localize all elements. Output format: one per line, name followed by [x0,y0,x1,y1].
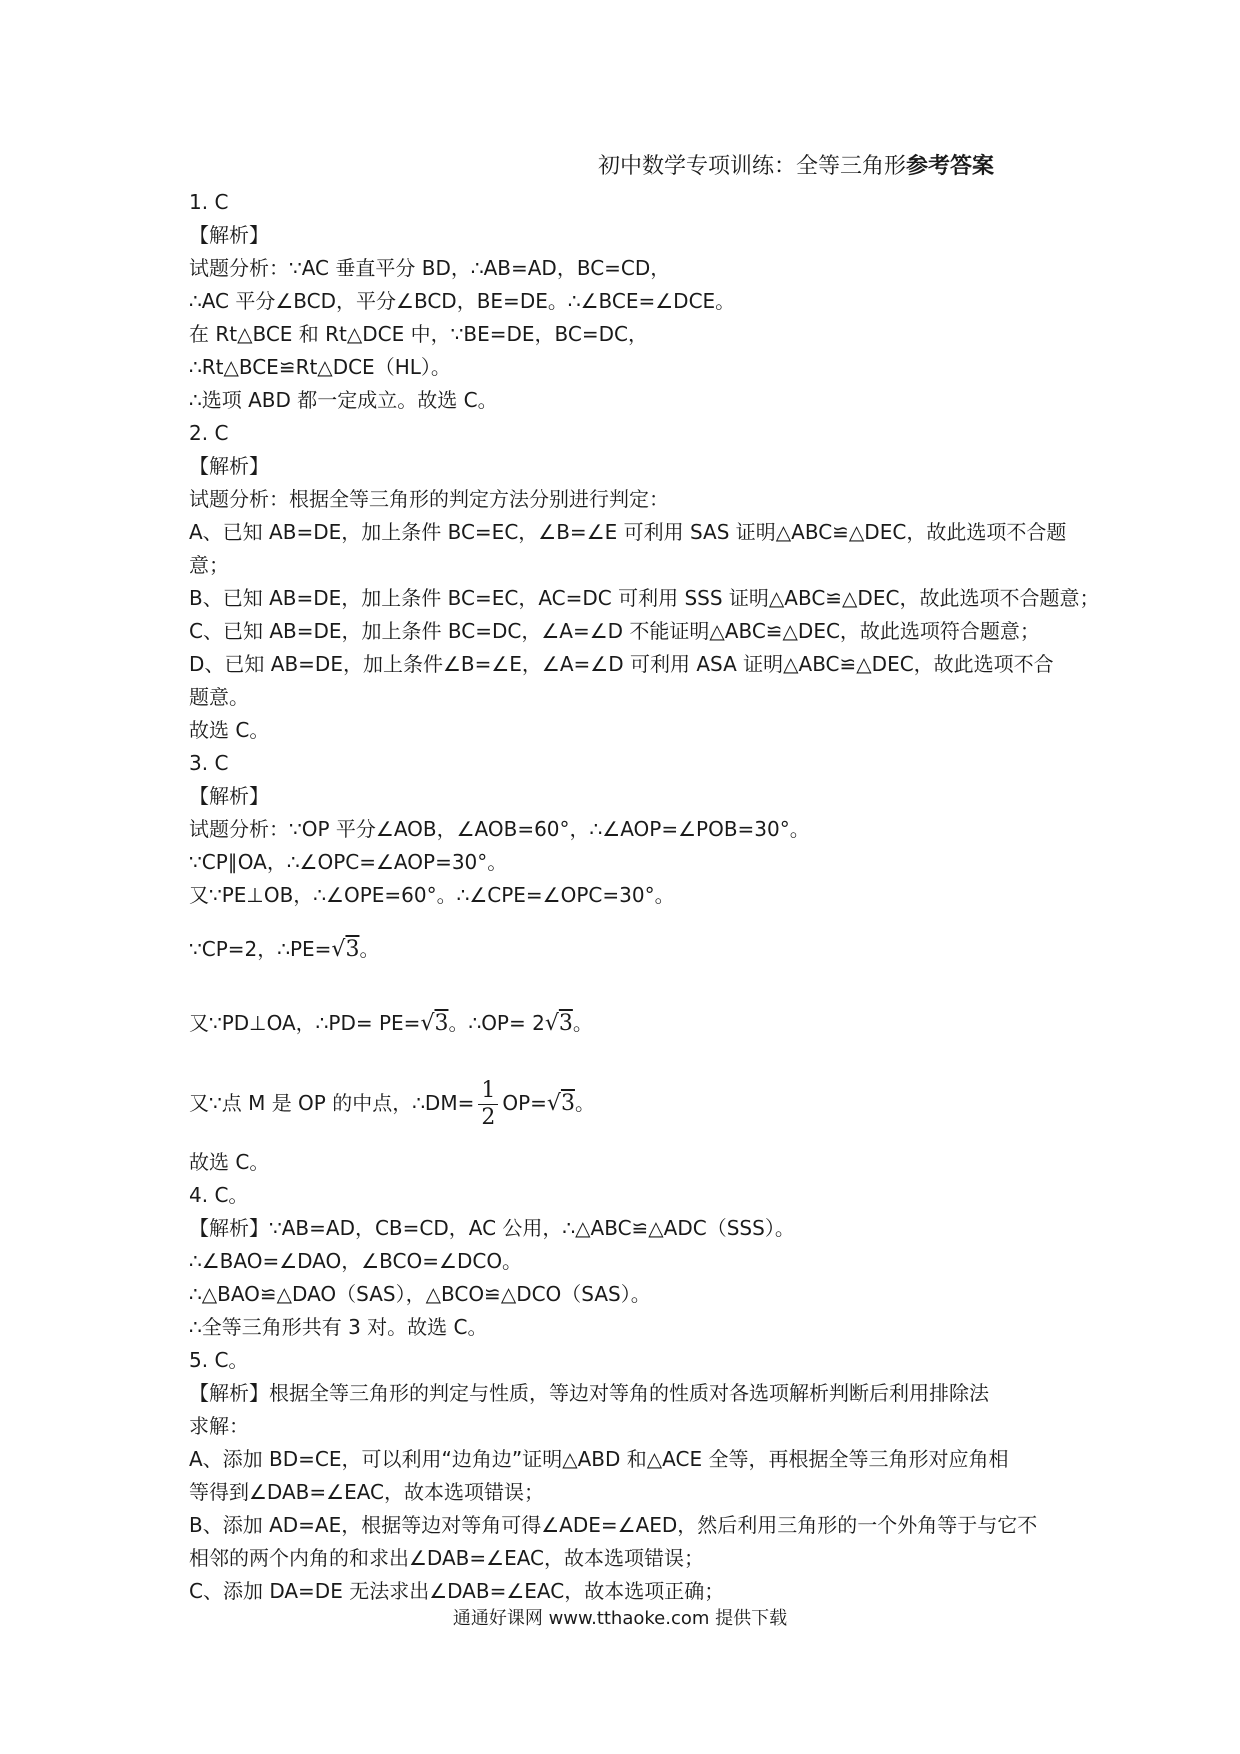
title-bold: 参考答案 [906,154,995,179]
q5-line: A、添加 BD=CE，可以利用“边角边”证明△ABD 和△ACE 全等，再根据全等三角形对应角相 [189,1447,1009,1471]
q5-answer: 5. C。 [189,1348,249,1372]
sqrt-expression [420,1011,448,1036]
q2-line: B、已知 AB=DE，加上条件 BC=EC，AC=DC 可利用 SSS 证明△ABC≌△DEC，故此选项不合题意； [189,586,1100,610]
q5-line: 相邻的两个内角的和求出∠DAB=∠EAC，故本选项错误； [189,1546,704,1570]
sqrt-symbol: √ [544,1011,559,1036]
sqrt-symbol: √ [420,1011,435,1036]
q5-line: B、添加 AD=AE，根据等边对等角可得∠ADE=∠AED，然后利用三角形的一个外角等于与它不 [189,1513,1038,1537]
q4-answer: 4. C。 [189,1183,249,1207]
q1-answer: 1. C [189,190,229,214]
period: 。 [359,937,380,961]
q3-line: 试题分析：∵OP 平分∠AOB，∠AOB=60°，∴∠AOP=∠POB=30°。 [189,817,810,841]
fraction-numerator: 1 [478,1078,498,1105]
title-normal: 初中数学专项训练：全等三角形 [598,154,907,179]
q3-conclusion: 故选 C。 [189,1150,270,1174]
q3-line-op [189,986,1069,1060]
q5-line: 等得到∠DAB=∠EAC，故本选项错误； [189,1480,544,1504]
period: 。 [572,1011,593,1035]
q3-pe-text: ∵CP=2，∴PE= [189,937,332,961]
page-title [598,152,1158,182]
q4-line: ∴△BAO≌△DAO（SAS），△BCO≌△DCO（SAS）。 [189,1282,651,1306]
q5-line: 求解： [189,1414,249,1438]
q2-line: 试题分析：根据全等三角形的判定方法分别进行判定： [189,487,669,511]
q4-line: ∴∠BAO=∠DAO，∠BCO=∠DCO。 [189,1249,523,1273]
q3-line-dm [189,1060,1069,1146]
q4-line: ∴全等三角形共有 3 对。故选 C。 [189,1315,488,1339]
sqrt-expression [547,1091,575,1116]
fraction [478,1078,498,1131]
q3-answer: 3. C [189,751,229,775]
q1-line: 在 Rt△BCE 和 Rt△DCE 中，∵BE=DE，BC=DC， [189,322,648,346]
q1-line: 试题分析：∵AC 垂直平分 BD，∴AB=AD，BC=CD， [189,256,671,280]
q2-answer: 2. C [189,421,229,445]
radicand: 3 [558,1011,573,1036]
sqrt-expression [545,1011,573,1036]
q5-line: 【解析】根据全等三角形的判定与性质，等边对等角的性质对各选项解析判断后利用排除法 [189,1381,989,1405]
q3-op-label: OP= [502,1091,547,1115]
q3-line: ∵CP∥OA，∴∠OPC=∠AOP=30°。 [189,850,508,874]
q2-line: A、已知 AB=DE，加上条件 BC=EC，∠B=∠E 可利用 SAS 证明△ABC≌△DEC，故此选项不合题 [189,520,1067,544]
period: 。 [574,1091,595,1115]
q3-line-pe [189,912,1069,986]
q2-line: 意； [189,553,229,577]
sqrt-expression [331,937,359,962]
q3-dm-text: 又∵点 M 是 OP 的中点，∴DM= [189,1091,475,1115]
q2-line: D、已知 AB=DE，加上条件∠B=∠E，∠A=∠D 可利用 ASA 证明△ABC≌△DEC，故此选项不合 [189,652,1054,676]
q2-line: C、已知 AB=DE，加上条件 BC=DC，∠A=∠D 不能证明△ABC≌△DEC，故此选项符合题意； [189,619,1040,643]
fraction-denominator: 2 [481,1105,496,1130]
sqrt-symbol: √ [331,937,346,962]
q2-analysis-tag: 【解析】 [189,454,269,478]
sqrt-symbol: √ [546,1091,561,1116]
q3-line: 又∵PE⊥OB，∴∠OPE=60°。∴∠CPE=∠OPC=30°。 [189,883,675,907]
radicand: 3 [345,937,360,962]
q1-line: ∴Rt△BCE≌Rt△DCE（HL）。 [189,355,451,379]
q3-pd-text: 又∵PD⊥OA，∴PD= PE= [189,1011,421,1035]
q2-line: 故选 C。 [189,718,270,742]
radicand: 3 [560,1091,575,1116]
answer-content [189,186,1100,1608]
q3-op-text: 。∴OP= 2 [448,1011,545,1035]
q2-line: 题意。 [189,685,249,709]
q5-line: C、添加 DA=DE 无法求出∠DAB=∠EAC，故本选项正确； [189,1579,725,1603]
q1-line: ∴选项 ABD 都一定成立。故选 C。 [189,388,498,412]
q4-line: 【解析】∵AB=AD，CB=CD，AC 公用，∴△ABC≌△ADC（SSS）。 [189,1216,795,1240]
page-footer: 通通好课网 www.tthaoke.com 提供下载 [452,1608,788,1629]
q1-line: ∴AC 平分∠BCD，平分∠BCD，BE=DE。∴∠BCE=∠DCE。 [189,289,736,313]
q3-analysis-tag: 【解析】 [189,784,269,808]
q1-analysis-tag: 【解析】 [189,223,269,247]
radicand: 3 [434,1011,449,1036]
